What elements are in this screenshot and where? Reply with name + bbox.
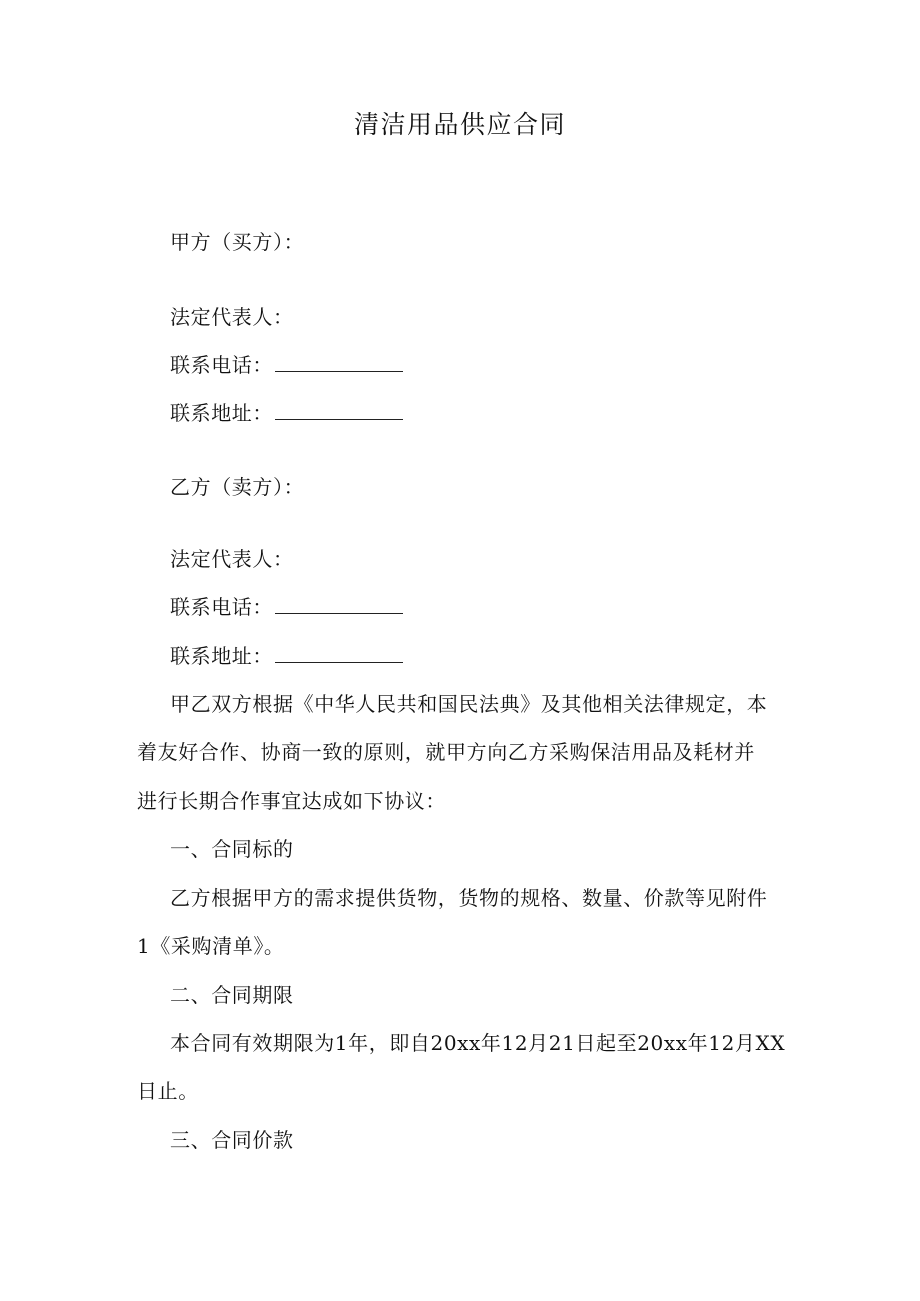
party-a-legal-rep-label: 法定代表人： (170, 305, 294, 329)
party-b-phone-blank (275, 595, 403, 614)
document-title: 清洁用品供应合同 (353, 110, 566, 139)
section-1-line-1: 乙方根据甲方的需求提供货物，货物的规格、数量、价款等见附件 (170, 886, 768, 910)
preamble-line-1: 甲乙双方根据《中华人民共和国民法典》及其他相关法律规定，本 (170, 692, 768, 716)
preamble-line-2: 着友好合作、协商一致的原则，就甲方向乙方采购保洁用品及耗材并 (137, 740, 755, 764)
section-1-line-2: 1《采购清单》。 (137, 934, 285, 958)
party-a-address-row (170, 399, 403, 427)
section-2-line-1: 本合同有效期限为1年，即自20xx年12月21日起至20xx年12月XX (170, 1031, 786, 1055)
section-1-heading: 一、合同标的 (170, 837, 294, 861)
party-a-address-blank (275, 401, 403, 420)
party-b-address-label: 联系地址： (170, 644, 273, 668)
party-a-phone-label: 联系电话： (170, 353, 273, 377)
party-b-phone-label: 联系电话： (170, 595, 273, 619)
section-3-heading: 三、合同价款 (170, 1128, 294, 1152)
party-b-phone-row (170, 593, 403, 621)
party-a-phone-blank (275, 353, 403, 372)
party-b-label: 乙方（卖方）： (170, 475, 305, 499)
party-b-address-row (170, 642, 403, 670)
section-2-line-2: 日止。 (137, 1079, 199, 1103)
party-a-address-label: 联系地址： (170, 401, 273, 425)
section-2-heading: 二、合同期限 (170, 983, 294, 1007)
party-a-phone-row (170, 351, 403, 379)
party-b-address-blank (275, 644, 403, 663)
party-b-legal-rep-label: 法定代表人： (170, 547, 294, 571)
preamble-line-3: 进行长期合作事宜达成如下协议： (137, 789, 446, 813)
party-a-label: 甲方（买方）： (170, 230, 305, 254)
